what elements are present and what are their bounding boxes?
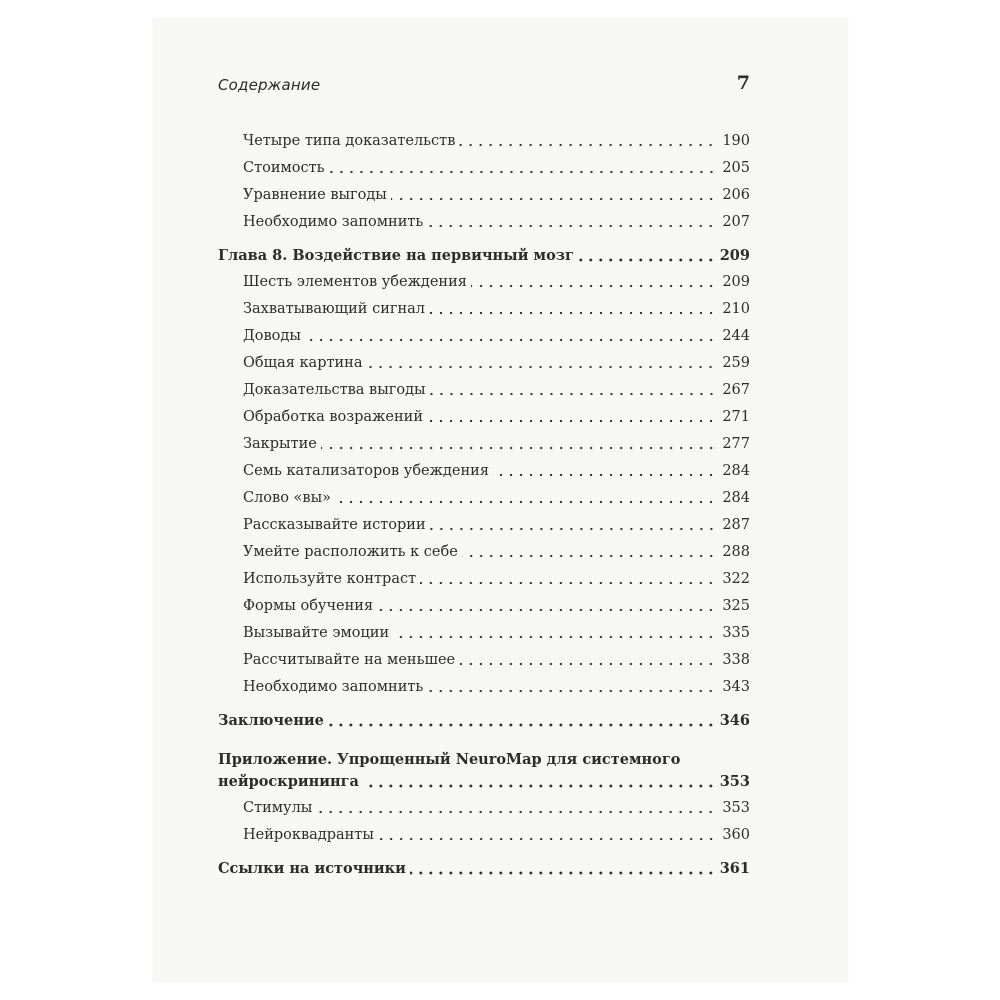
toc-entry-page: 205 [722, 160, 750, 176]
toc-entry-label: Рассчитывайте на меньшее [243, 652, 456, 668]
toc-entry [218, 270, 750, 292]
toc-entry-page: 206 [722, 187, 750, 203]
dot-leader [377, 608, 716, 612]
toc-entry-label: Закрытие [243, 436, 317, 452]
toc-entry-label: Используйте контраст [243, 571, 417, 587]
toc-entry-label: Вызывайте эмоции [243, 625, 390, 641]
dot-leader [329, 170, 716, 174]
toc-entry-label: Необходимо запомнить [243, 214, 424, 230]
dot-leader [459, 143, 716, 147]
toc-entry-label: Уравнение выгоды [243, 187, 387, 203]
toc-entry [218, 378, 750, 400]
dot-leader [430, 527, 716, 531]
dot-leader [420, 581, 716, 585]
toc-entry-page: 244 [722, 328, 750, 344]
toc-entry-page: 284 [722, 490, 750, 506]
dot-leader [578, 258, 716, 262]
toc-entry [218, 796, 750, 818]
dot-leader [427, 419, 716, 423]
toc-entry-label: Ссылки на источники [218, 860, 406, 877]
toc-entry-page: 360 [722, 827, 750, 843]
toc-chapter-entry [218, 244, 750, 266]
toc-entry-page: 209 [722, 274, 750, 290]
toc-entry-label: Умейте расположить к себе [243, 544, 458, 560]
toc-entry [218, 594, 750, 616]
toc-entry [218, 405, 750, 427]
toc-entry [218, 351, 750, 373]
toc-entry-page: 209 [719, 247, 750, 264]
running-head [218, 72, 750, 98]
toc-entry-page: 322 [722, 571, 750, 587]
dot-leader [363, 784, 716, 788]
toc-entry-page: 346 [719, 712, 750, 729]
toc-entry [218, 129, 750, 151]
toc-entry [218, 621, 750, 643]
dot-leader [471, 284, 716, 288]
dot-leader [378, 837, 716, 841]
toc-entry-label: нейроскрининга [218, 773, 359, 790]
toc-entry-page: 284 [722, 463, 750, 479]
dot-leader [427, 224, 716, 228]
toc-entry-page: 353 [722, 800, 750, 816]
dot-leader [493, 473, 716, 477]
toc-entry-page: 353 [719, 773, 750, 790]
dot-leader [430, 392, 716, 396]
toc-entry [218, 486, 750, 508]
toc-entry-page: 361 [719, 860, 750, 877]
toc-chapter-entry [218, 709, 750, 731]
dot-leader [335, 500, 716, 504]
toc-entry-label: Стоимость [243, 160, 325, 176]
page-number: 7 [736, 72, 750, 94]
dot-leader [410, 871, 716, 875]
toc-entry-page: 259 [722, 355, 750, 371]
toc-entry-label: Слово «вы» [243, 490, 331, 506]
toc-entry-label: Глава 8. Воздействие на первичный мозг [218, 247, 574, 264]
toc-entry [218, 432, 750, 454]
dot-leader [366, 365, 716, 369]
toc-entry-label: Необходимо запомнить [243, 679, 424, 695]
toc-entry-label: Общая картина [243, 355, 363, 371]
toc-entry-label: Заключение [218, 712, 324, 729]
toc-entry [218, 183, 750, 205]
toc-chapter-entry [218, 857, 750, 879]
toc-entry-label: Обработка возражений [243, 409, 423, 425]
toc-entry-label: Формы обучения [243, 598, 374, 614]
toc-entry [218, 156, 750, 178]
toc-entry [218, 513, 750, 535]
toc-entry-page: 277 [722, 436, 750, 452]
toc-entry [218, 540, 750, 562]
toc-entry-page: 190 [722, 133, 750, 149]
dot-leader [459, 662, 716, 666]
toc-entry-page: 338 [722, 652, 750, 668]
toc-entry-label: Доказательства выгоды [243, 382, 426, 398]
dot-leader [316, 810, 716, 814]
toc-entry-page: 271 [722, 409, 750, 425]
toc-entry [218, 324, 750, 346]
toc-entry-page: 288 [722, 544, 750, 560]
toc-entry-page: 267 [722, 382, 750, 398]
toc-entry [218, 567, 750, 589]
toc-entry [218, 675, 750, 697]
toc-entry-label: Четыре типа доказательств [243, 133, 456, 149]
toc-entry-label: Семь катализаторов убеждения [243, 463, 489, 479]
toc-entry [218, 210, 750, 232]
dot-leader [462, 554, 716, 558]
dot-leader [393, 635, 716, 639]
toc-appendix-title-line: Приложение. Упрощенный NeuroMap для системного [218, 751, 681, 768]
toc-entry [218, 648, 750, 670]
toc-entry-page: 210 [722, 301, 750, 317]
running-title: Содержание [218, 76, 321, 94]
dot-leader [391, 197, 716, 201]
toc-entry-page: 287 [722, 517, 750, 533]
dot-leader [427, 689, 716, 693]
toc-entry-label: Доводы [243, 328, 301, 344]
toc-entry-label: Стимулы [243, 800, 313, 816]
toc-entry-label: Захватывающий сигнал [243, 301, 425, 317]
dot-leader [305, 338, 716, 342]
dot-leader [429, 311, 716, 315]
toc-entry-page: 207 [722, 214, 750, 230]
toc-entry [218, 459, 750, 481]
toc-entry-label: Шесть элементов убеждения [243, 274, 467, 290]
toc-entry-page: 335 [722, 625, 750, 641]
toc-entry-label: Нейроквадранты [243, 827, 374, 843]
toc-entry-page: 343 [722, 679, 750, 695]
dot-leader [321, 446, 716, 450]
dot-leader [328, 723, 716, 727]
toc-chapter-entry [218, 770, 750, 792]
toc-entry [218, 297, 750, 319]
toc-entry-page: 325 [722, 598, 750, 614]
toc-entry-label: Рассказывайте истории [243, 517, 426, 533]
toc-entry [218, 823, 750, 845]
